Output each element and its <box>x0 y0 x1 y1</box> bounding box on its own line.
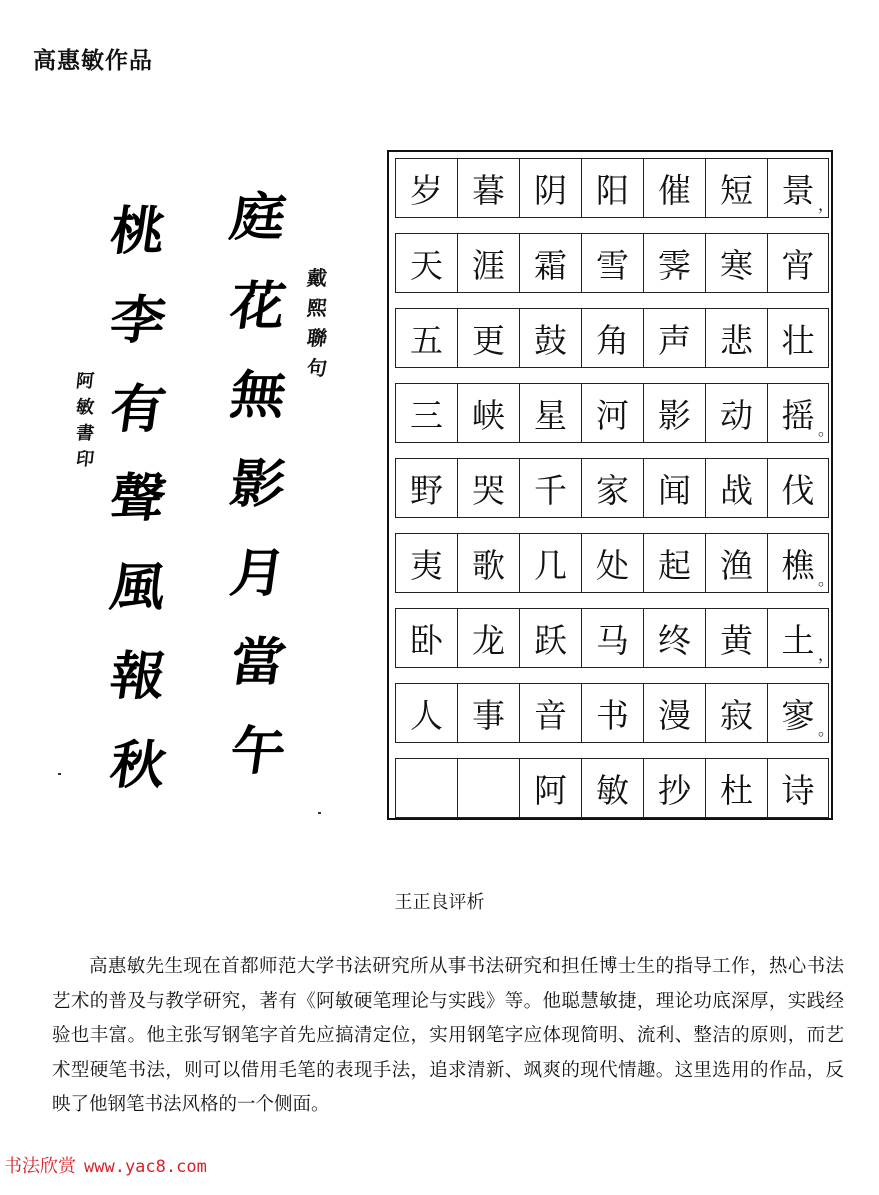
grid-cell: 霁 <box>643 234 705 292</box>
grid-cell: 音 <box>519 684 581 742</box>
grid-cell: 哭 <box>457 459 519 517</box>
grid-cell: 阴 <box>519 159 581 217</box>
grid-cell: 角 <box>581 309 643 367</box>
pen-calligraphy-grid <box>387 150 833 820</box>
grid-cell: 敏 <box>581 759 643 817</box>
grid-cell: 鼓 <box>519 309 581 367</box>
cursive-char: 當 <box>226 632 290 693</box>
cursive-char: 午 <box>226 721 290 782</box>
grid-cell: 暮 <box>457 159 519 217</box>
grid-cell: 岁 <box>395 159 457 217</box>
grid-cell: 五 <box>395 309 457 367</box>
artist-signature <box>76 373 94 469</box>
inscription-char: 熙 <box>305 296 329 320</box>
grid-cell: 寂 <box>705 684 767 742</box>
grid-cell: 歌 <box>457 534 519 592</box>
grid-cell: 抄 <box>643 759 705 817</box>
cursive-left-column <box>106 201 170 796</box>
grid-row <box>395 383 834 443</box>
punctuation-mark: 。 <box>817 720 834 739</box>
commentary-caption: 王正良评析 <box>394 892 485 913</box>
grid-cell: 三 <box>395 384 457 442</box>
grid-cell: 黄 <box>705 609 767 667</box>
grid-cell: 短 <box>705 159 767 217</box>
grid-cell: 土 ， <box>767 609 829 667</box>
signature-char: 阿 <box>74 371 96 392</box>
inscription-char: 句 <box>305 356 329 380</box>
punctuation-mark: ， <box>817 645 834 664</box>
grid-cell: 寒 <box>705 234 767 292</box>
site-watermark[interactable] <box>4 1152 207 1178</box>
grid-cell: 催 <box>643 159 705 217</box>
signature-char: 書 <box>74 423 96 444</box>
cursive-char: 有 <box>106 379 170 440</box>
cursive-char: 秋 <box>106 735 170 796</box>
grid-cell: 跃 <box>519 609 581 667</box>
grid-cell: 渔 <box>705 534 767 592</box>
cursive-right-column <box>226 187 290 782</box>
cursive-char: 李 <box>106 290 170 351</box>
punctuation-mark: ， <box>817 195 834 214</box>
grid-cell: 河 <box>581 384 643 442</box>
cursive-char: 聲 <box>106 468 170 529</box>
grid-cell: 更 <box>457 309 519 367</box>
grid-cell: 书 <box>581 684 643 742</box>
grid-cell: 雪 <box>581 234 643 292</box>
punctuation-mark: 。 <box>817 570 834 589</box>
grid-cell: 野 <box>395 459 457 517</box>
grid-cell: 宵 <box>767 234 829 292</box>
grid-cell: 樵 。 <box>767 534 829 592</box>
grid-cell: 夷 <box>395 534 457 592</box>
grid-cell: 诗 <box>767 759 829 817</box>
signature-char: 敏 <box>74 397 96 418</box>
page-title: 高惠敏作品 <box>33 48 153 74</box>
grid-cell: 摇 。 <box>767 384 829 442</box>
grid-row <box>395 758 829 818</box>
watermark-label: 书法欣赏 <box>4 1156 76 1177</box>
punctuation-mark: 。 <box>817 420 834 439</box>
grid-cell: 处 <box>581 534 643 592</box>
grid-cell: 几 <box>519 534 581 592</box>
grid-cell: 千 <box>519 459 581 517</box>
grid-cell: 战 <box>705 459 767 517</box>
grid-cell: 景 ， <box>767 159 829 217</box>
grid-cell: 阳 <box>581 159 643 217</box>
watermark-url[interactable]: www.yac8.com <box>84 1157 207 1177</box>
grid-cell: 卧 <box>395 609 457 667</box>
grid-cell: 动 <box>705 384 767 442</box>
grid-cell: 峡 <box>457 384 519 442</box>
grid-cell: 悲 <box>705 309 767 367</box>
grid-row <box>395 233 829 293</box>
grid-cell: 龙 <box>457 609 519 667</box>
grid-cell: 壮 <box>767 309 829 367</box>
grid-cell: 寥 。 <box>767 684 829 742</box>
cursive-char: 花 <box>226 276 290 337</box>
grid-cell: 闻 <box>643 459 705 517</box>
cursive-char: 報 <box>106 646 170 707</box>
grid-cell <box>395 759 457 817</box>
grid-cell: 阿 <box>519 759 581 817</box>
cursive-char: 影 <box>226 454 290 515</box>
grid-row <box>395 683 834 743</box>
inscription-char: 聯 <box>305 326 329 350</box>
cursive-char: 無 <box>226 365 290 426</box>
grid-cell: 伐 <box>767 459 829 517</box>
cursive-char: 庭 <box>226 187 290 248</box>
grid-cell: 起 <box>643 534 705 592</box>
commentary-paragraph: 高惠敏先生现在首都师范大学书法研究所从事书法研究和担任博士生的指导工作，热心书法艺术的普及与教学研究，著有《阿敏硬笔理论与实践》等。他聪慧敏捷，理论功底深厚，实践经验也丰富。他主张写钢笔字首先应搞清定位，实用钢笔字应体现简明、流利、整洁的原则，而艺术型硬笔书法，则可以借用毛笔的表现手法，追求清新、飒爽的现代情趣。这里选用的作品，反映了他钢笔书法风格的一个侧面。 <box>52 956 844 1115</box>
grid-cell: 星 <box>519 384 581 442</box>
grid-cell: 人 <box>395 684 457 742</box>
grid-row <box>395 608 834 668</box>
seal-stamp: 印 <box>74 449 96 470</box>
cursive-char: 風 <box>106 557 170 618</box>
grid-cell <box>457 759 519 817</box>
cursive-char: 桃 <box>106 201 170 262</box>
grid-cell: 霜 <box>519 234 581 292</box>
grid-row <box>395 458 829 518</box>
grid-cell: 马 <box>581 609 643 667</box>
grid-cell: 漫 <box>643 684 705 742</box>
grid-cell: 事 <box>457 684 519 742</box>
grid-cell: 影 <box>643 384 705 442</box>
cursive-char: 月 <box>226 543 290 604</box>
grid-cell: 天 <box>395 234 457 292</box>
grid-cell: 家 <box>581 459 643 517</box>
grid-cell: 终 <box>643 609 705 667</box>
grid-row <box>395 308 829 368</box>
ink-speck <box>318 812 321 814</box>
grid-cell: 涯 <box>457 234 519 292</box>
couplet-inscription <box>307 268 327 378</box>
grid-cell: 声 <box>643 309 705 367</box>
grid-row <box>395 533 834 593</box>
grid-row <box>395 158 834 218</box>
grid-cell: 杜 <box>705 759 767 817</box>
inscription-char: 戴 <box>305 266 329 290</box>
ink-speck <box>58 773 61 775</box>
